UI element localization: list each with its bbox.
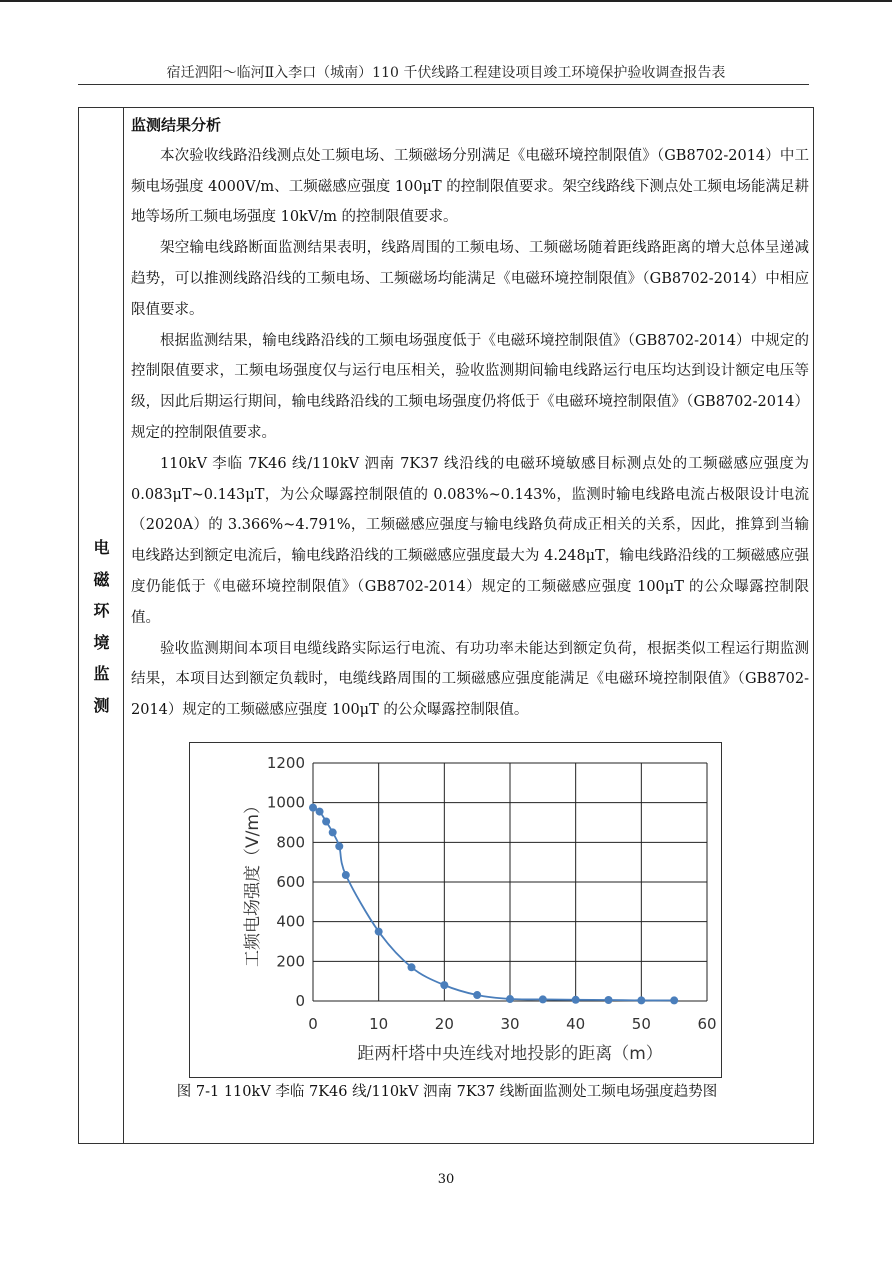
side-char: 电 (93, 538, 110, 557)
document-header-title: 宿迁泗阳～临河Ⅱ入李口（城南）110 千伏线路工程建设项目竣工环境保护验收调查报告表 (166, 65, 726, 81)
x-tick-label: 30 (500, 1015, 520, 1033)
paragraph: 110kV 李临 7K46 线/110kV 泗南 7K37 线沿线的电磁环境敏感目标测点处的工频磁感应强度为 0.083μT~0.143μT，为公众曝露控制限值的 0.083%~0.143%，监测时输电线路电流占极限设计电流（2020A）的 3.366%~4.791%，工频磁感应强度与输电线路负荷成正相关的关系，因此，推算到当输电线路达到额定电流后，输电线路沿线的工频磁感应强度最大为 4.248μT，输电线路沿线的工频磁感应强度仍能低于《电磁环境控制限值》（GB8702-2014）规定的工频磁感应强度 100μT 的公众曝露控制限值。 (131, 455, 809, 626)
x-tick-label: 60 (697, 1015, 717, 1033)
data-point (637, 996, 645, 1004)
data-point (440, 981, 448, 989)
x-axis-title: 距两杆塔中央连线对地投影的距离（m） (357, 1044, 663, 1064)
side-char: 磁 (93, 569, 110, 589)
chart-canvas (190, 743, 721, 1077)
page-number: 30 (437, 1172, 455, 1187)
x-tick-label: 40 (566, 1015, 586, 1033)
side-category-column (79, 108, 124, 1143)
data-point (473, 991, 481, 999)
y-tick-label: 600 (276, 873, 305, 891)
report-table (78, 107, 814, 1144)
x-tick-label: 20 (434, 1015, 454, 1033)
y-tick-label: 400 (276, 912, 305, 931)
side-char: 环 (93, 601, 110, 620)
electric-field-chart (189, 742, 722, 1078)
data-point (342, 871, 350, 879)
data-point (572, 996, 580, 1004)
paragraph: 本次验收线路沿线测点处工频电场、工频磁场分别满足《电磁环境控制限值》（GB8702-2014）中工频电场强度 4000V/m、工频磁感应强度 100μT 的控制限值要求。架空线路线下测点处工频电场能满足耕地等场所工频电场强度 10kV/m 的控制限值要求。 (131, 147, 809, 226)
y-tick-label: 800 (276, 833, 305, 852)
side-char: 境 (93, 632, 110, 652)
paragraph: 验收监测期间本项目电缆线路实际运行电流、有功功率未能达到额定负荷，根据类似工程运行期监测结果，本项目达到额定负载时，电缆线路周围的工频磁感应强度能满足《电磁环境控制限值》（GB8702-2014）规定的工频磁感应强度 100μT 的公众曝露控制限值。 (131, 640, 809, 719)
series-line (313, 808, 674, 1001)
top-border-line (0, 0, 892, 2)
y-tick-label: 1000 (266, 793, 305, 812)
x-tick-label: 50 (631, 1015, 651, 1033)
y-tick-label: 1200 (266, 754, 305, 772)
data-point (322, 818, 330, 826)
figure-caption: 图 7-1 110kV 李临 7K46 线/110kV 泗南 7K37 线断面监测处工频电场强度趋势图 (176, 1084, 718, 1100)
x-tick-label: 10 (369, 1015, 389, 1033)
data-point (375, 928, 383, 936)
paragraph: 根据监测结果，输电线路沿线的工频电场强度低于《电磁环境控制限值》（GB8702-2014）中规定的控制限值要求，工频电场强度仅与运行电压相关，验收监测期间输电线路运行电压均达到设计额定电压等级，因此后期运行期间，输电线路沿线的工频电场强度仍将低于《电磁环境控制限值》（GB8702-2014）规定的控制限值要求。 (131, 332, 809, 441)
data-point (506, 995, 514, 1003)
data-point (335, 842, 343, 850)
y-axis-title: 工频电场强度（V/m） (243, 797, 263, 967)
content-cell (131, 110, 809, 726)
paragraph: 架空输电线路断面监测结果表明，线路周围的工频电场、工频磁场随着距线路距离的增大总体呈递减趋势，可以推测线路沿线的工频电场、工频磁场均能满足《电磁环境控制限值》（GB8702-2014）中相应限值要求。 (131, 240, 809, 318)
side-char: 监 (93, 664, 110, 683)
data-point (539, 995, 547, 1003)
side-category-label (79, 532, 124, 721)
data-point (605, 996, 613, 1004)
x-tick-label: 0 (308, 1015, 318, 1033)
data-point (670, 996, 678, 1004)
y-tick-label: 200 (276, 952, 305, 971)
section-title: 监测结果分析 (131, 116, 222, 134)
data-point (316, 808, 324, 816)
data-point (329, 828, 337, 836)
data-point (408, 963, 416, 971)
side-char: 测 (93, 695, 110, 715)
y-tick-label: 0 (295, 992, 305, 1010)
header-underline (78, 84, 809, 85)
